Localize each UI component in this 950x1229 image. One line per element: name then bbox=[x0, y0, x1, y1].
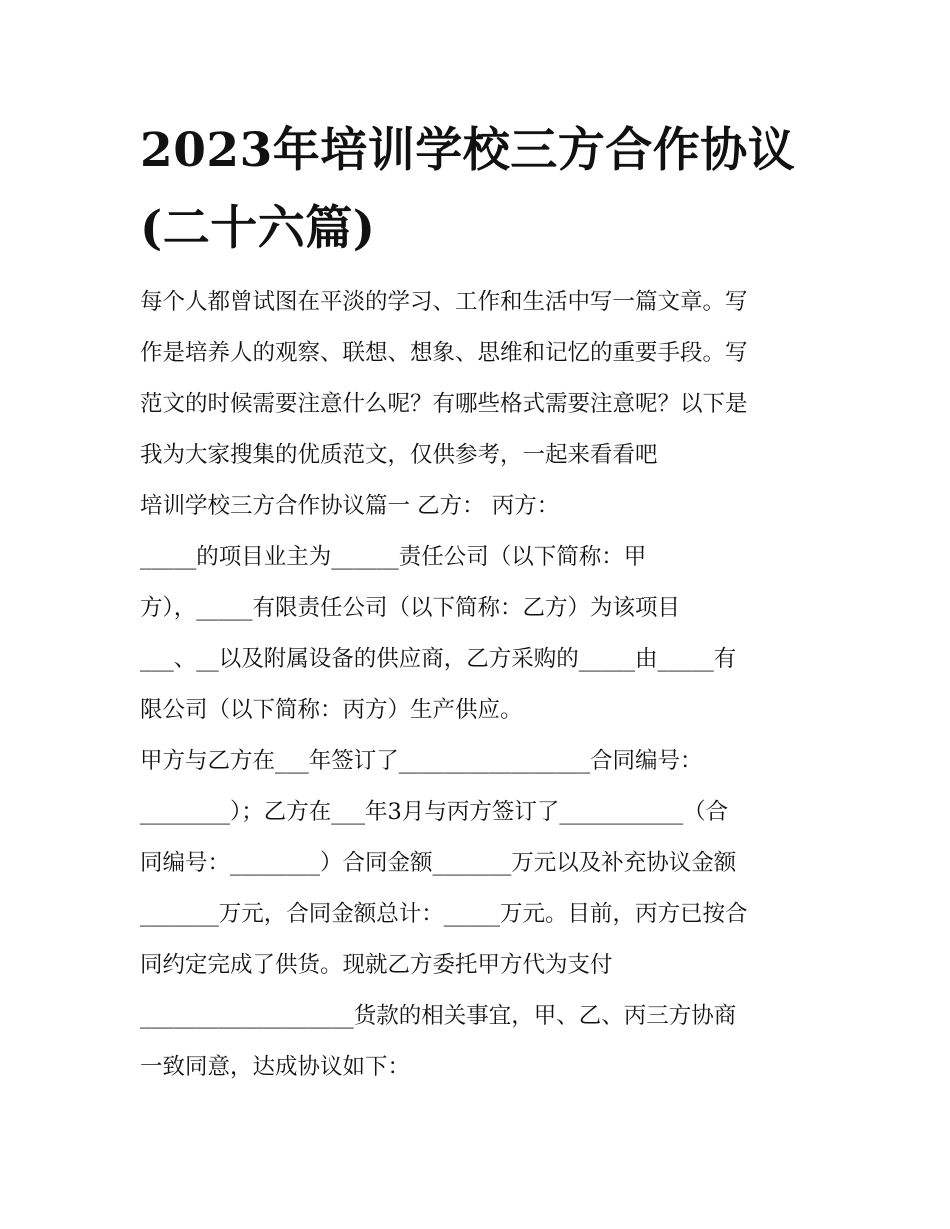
body-line: 一致同意，达成协议如下： bbox=[140, 1054, 411, 1080]
body-line: ________）；乙方在___年3月与丙方签订了___________（合 bbox=[140, 799, 729, 825]
body-line: ___、__以及附属设备的供应商，乙方采购的_____由_____有 bbox=[140, 646, 737, 672]
body-line: 范文的时候需要注意什么呢？有哪些格式需要注意呢？以下是 bbox=[140, 391, 748, 417]
body-line: ___________________货款的相关事宜，甲、乙、丙三方协商 bbox=[140, 1003, 737, 1029]
body-line: 同约定完成了供货。现就乙方委托甲方代为支付 bbox=[140, 952, 613, 978]
body-line: 我为大家搜集的优质范文，仅供参考，一起来看看吧 bbox=[140, 442, 658, 468]
title-line-2: (二十六篇) bbox=[140, 201, 376, 256]
body-line: 方），_____有限责任公司（以下简称：乙方）为该项目 bbox=[140, 595, 681, 621]
body-line: 限公司（以下简称：丙方）生产供应。 bbox=[140, 697, 523, 723]
body-line: 甲方与乙方在___年签订了_________________合同编号： bbox=[140, 748, 703, 774]
document-body bbox=[140, 277, 815, 1093]
body-line: _______万元，合同金额总计：_____万元。目前，丙方已按合 bbox=[140, 901, 748, 927]
document-title bbox=[140, 112, 820, 268]
body-line: 培训学校三方合作协议篇一 乙方： 丙方： bbox=[140, 493, 560, 519]
body-line: _____的项目业主为______责任公司（以下简称：甲 bbox=[140, 544, 647, 570]
title-line-1: 2023年培训学校三方合作协议 bbox=[140, 123, 796, 178]
body-line: 同编号：________）合同金额_______万元以及补充协议金额 bbox=[140, 850, 737, 876]
body-line: 作是培养人的观察、联想、想象、思维和记忆的重要手段。写 bbox=[140, 340, 748, 366]
body-line: 每个人都曾试图在平淡的学习、工作和生活中写一篇文章。写 bbox=[140, 289, 748, 315]
